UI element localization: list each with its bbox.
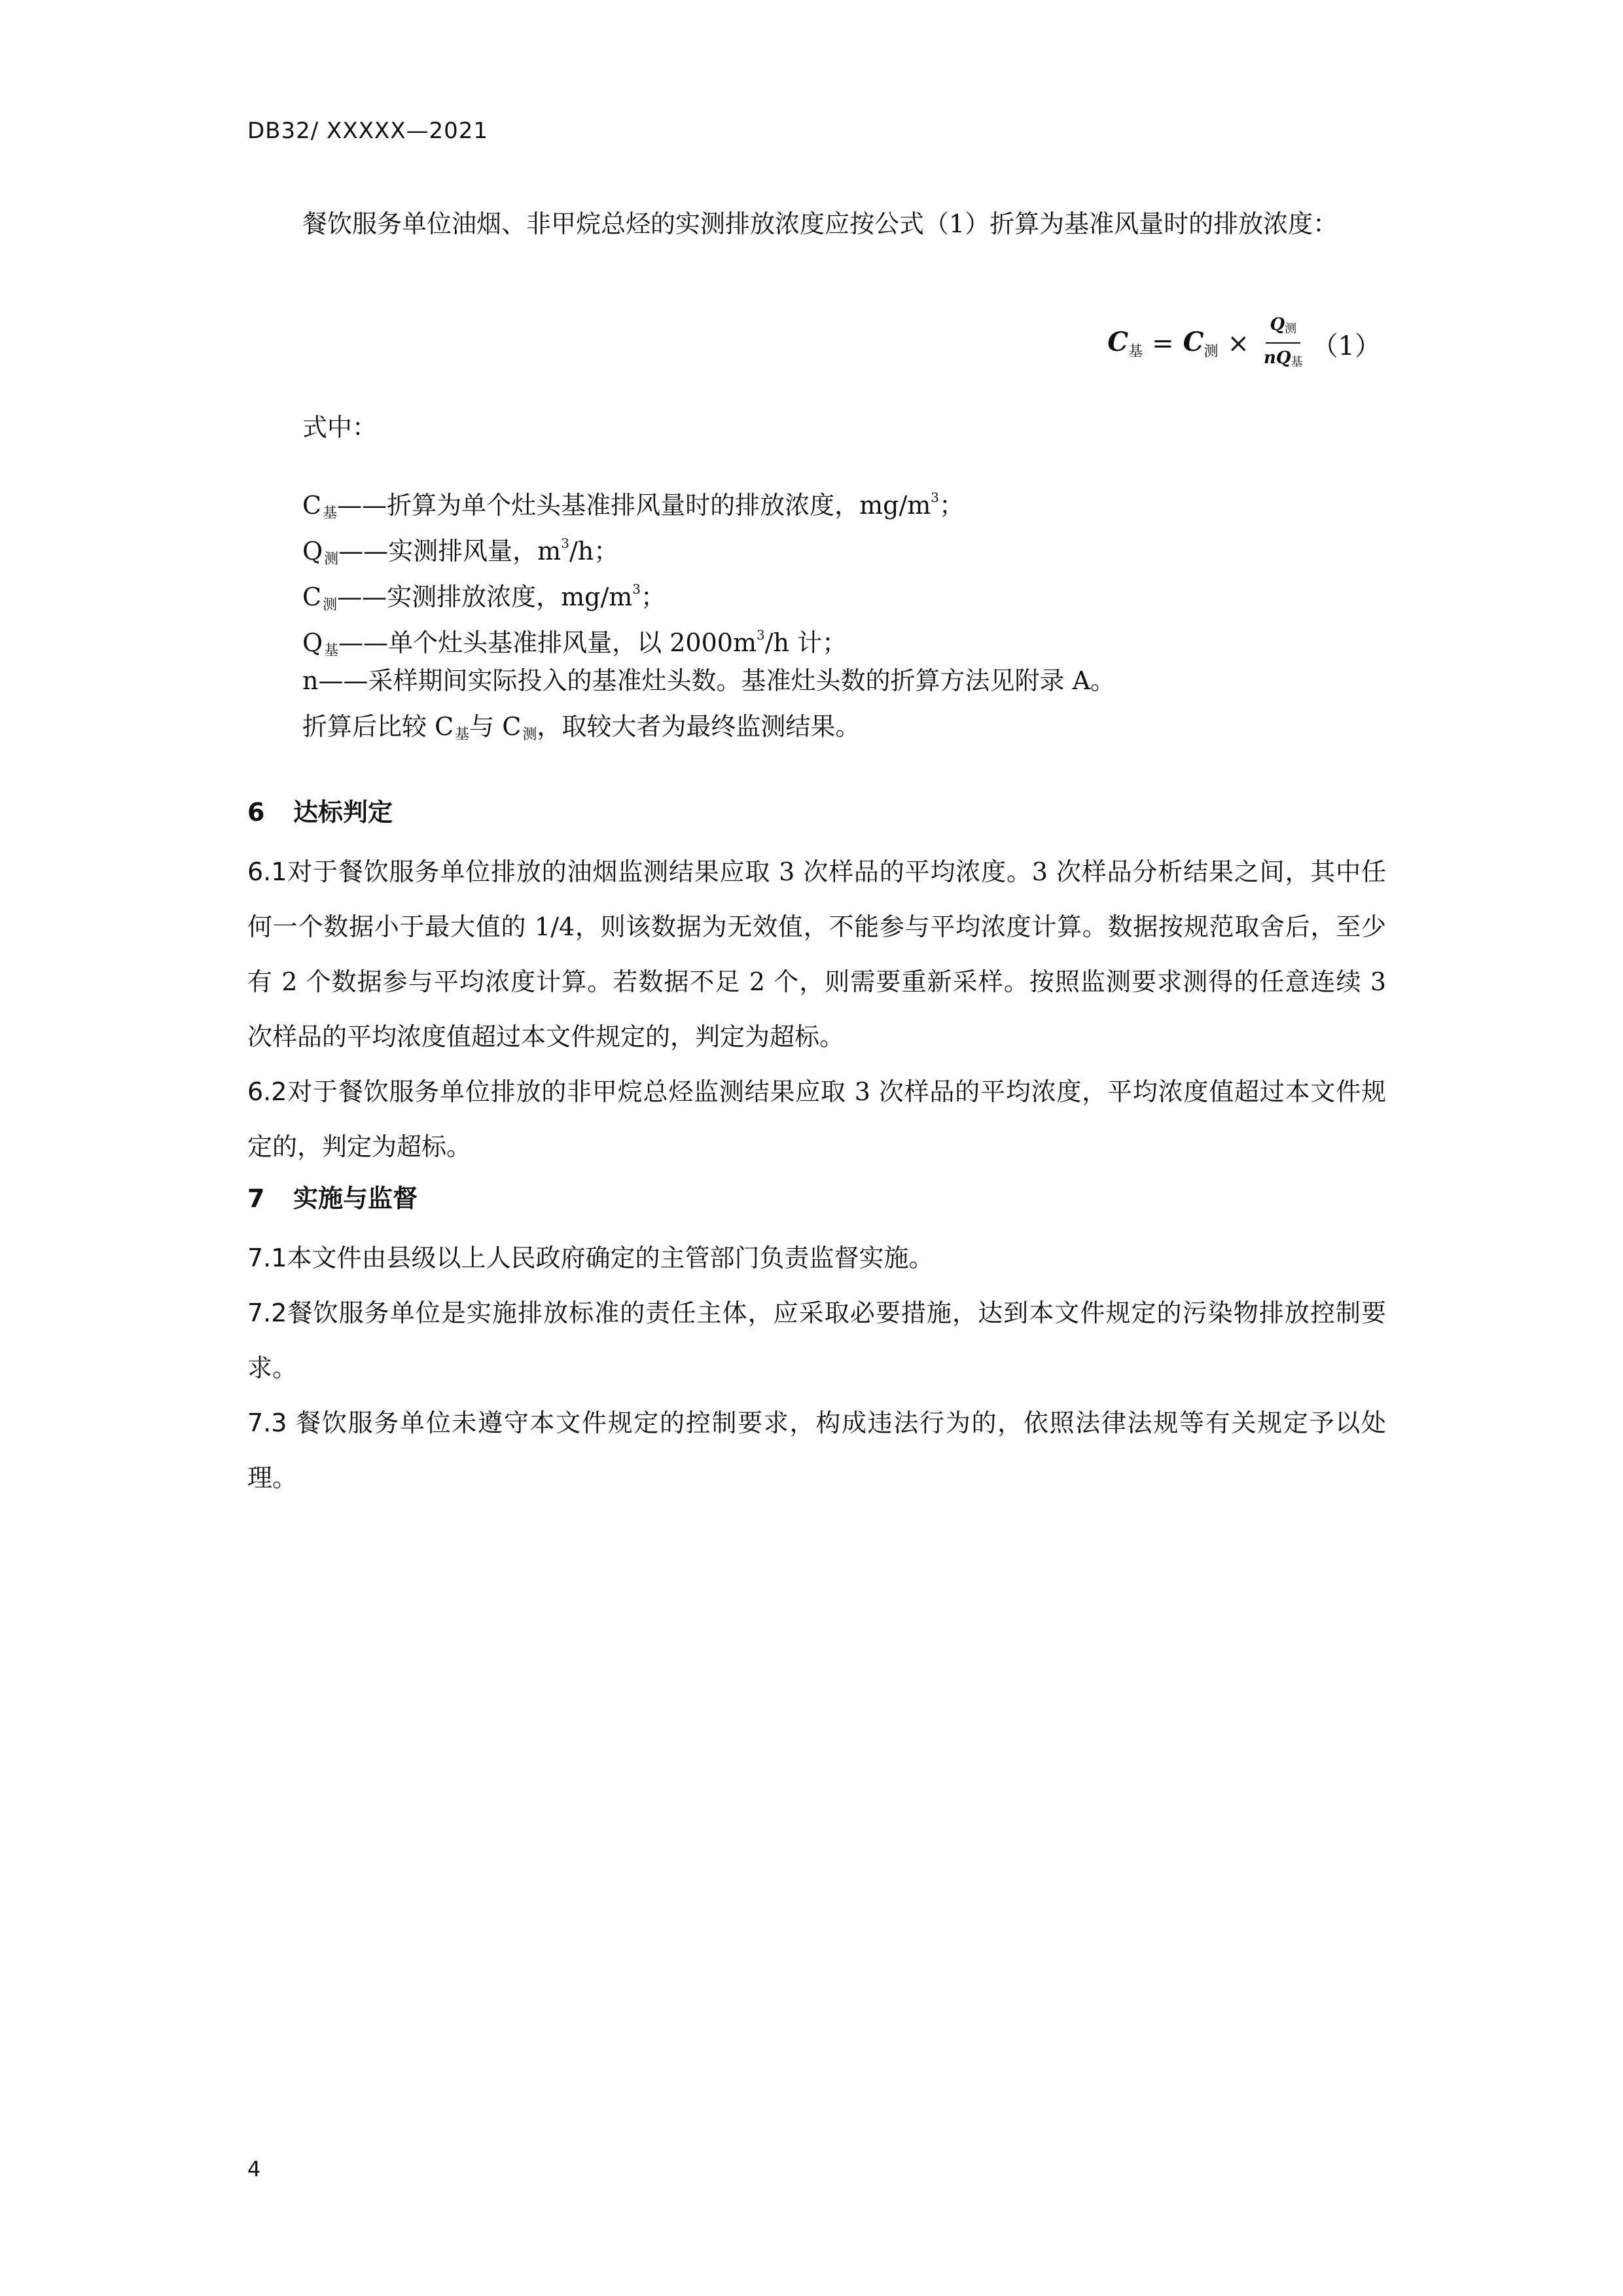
where-item: $C_基——$折算为单个灶头基准排风量时的排放浓度，$mg/m^3$； xyxy=(302,490,965,522)
conversion-formula xyxy=(1107,308,1381,380)
formula-denominator: nQ基 xyxy=(1263,348,1303,369)
formula-fraction xyxy=(1264,313,1303,374)
clause-6-1: 6.1对于餐饮服务单位排放的油烟监测结果应取 3 次样品的平均浓度。3 次样品分析结果之间，其中任何一个数据小于最大值的 1/4，则该数据为无效值，不能参与平均浓度计算。数据按规范取舍后，至少有 2 个数据参与平均浓度计算。若数据不足 2 个，则需要重新采样。按照监测要求测得的任意连续 3 次样品的平均浓度值超过本文件规定的，判定为超标。 xyxy=(247,857,1386,1051)
formula-rhs: $C_测$ xyxy=(1183,327,1219,360)
clause-6-2: 6.2对于餐饮服务单位排放的非甲烷总烃监测结果应取 3 次样品的平均浓度，平均浓度值超过本文件规定的，判定为超标。 xyxy=(247,1077,1386,1161)
formula-numerator: Q测 xyxy=(1266,313,1300,344)
intro-paragraph: 餐饮服务单位油烟、非甲烷总烃的实测排放浓度应按公式（1）折算为基准风量时的排放浓度： xyxy=(302,209,1338,238)
where-item: $Q_测——$实测排风量，$m^3/h$； xyxy=(302,535,619,567)
where-item: $C_测——$实测排放浓度，$mg/m^3$； xyxy=(302,581,666,613)
formula-lhs: $C_基$ xyxy=(1107,327,1143,360)
formula-number: （1） xyxy=(1311,331,1381,361)
compare-statement: 折算后比较 $C_基$与 $C_测$，取较大者为最终监测结果。 xyxy=(302,712,861,743)
clause-7-1: 7.1本文件由县级以上人民政府确定的主管部门负责监督实施。 xyxy=(247,1244,934,1272)
page-number: 4 xyxy=(247,2157,261,2181)
where-label: 式中： xyxy=(302,413,378,442)
formula-times: × xyxy=(1227,329,1249,359)
clause-7-3: 7.3 餐饮服务单位未遵守本文件规定的控制要求，构成违法行为的，依照法律法规等有关规定予以处理。 xyxy=(247,1408,1386,1492)
where-item: n——采样期间实际投入的基准灶头数。基准灶头数的折算方法见附录 A。 xyxy=(302,666,1116,695)
section-6-heading: 6 达标判定 xyxy=(247,798,393,827)
section-7-heading: 7 实施与监督 xyxy=(247,1184,418,1213)
clause-7-2: 7.2餐饮服务单位是实施排放标准的责任主体，应采取必要措施，达到本文件规定的污染物排放控制要求。 xyxy=(247,1299,1386,1382)
document-code-header: DB32/ XXXXX—2021 xyxy=(247,118,489,144)
formula-equals: = xyxy=(1152,329,1174,359)
where-item: $Q_基——$单个灶头基准排风量，以 $2000m^3/h$ 计； xyxy=(302,627,847,659)
